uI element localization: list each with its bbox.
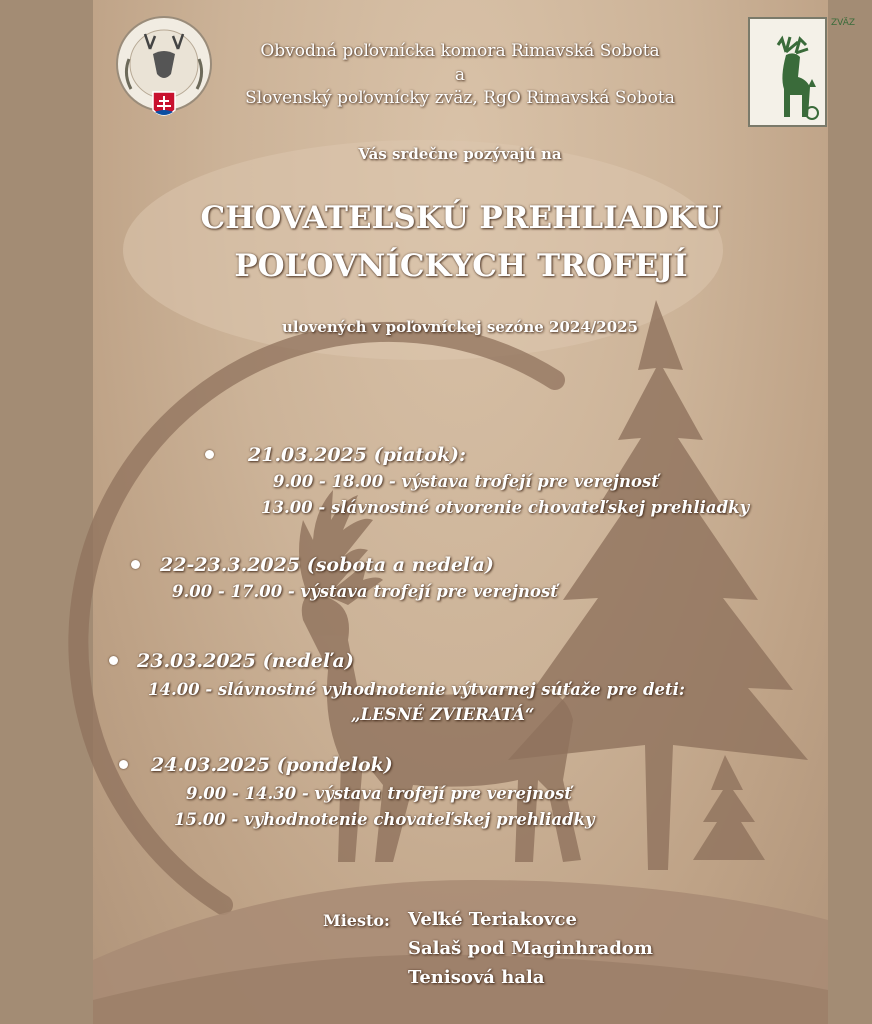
deer-silhouette	[299, 490, 581, 862]
org-line-2: Slovenský poľovnícky zväz, RgO Rimavská Sobota	[245, 88, 675, 108]
place-line-1: Veľké Teriakovce	[408, 909, 577, 930]
place-line-3: Tenisová hala	[408, 967, 545, 988]
schedule-item-4-2: 15.00 - vyhodnotenie chovateľskej prehliadky	[174, 810, 595, 829]
schedule-bullet-2	[131, 560, 140, 569]
org-and: a	[454, 65, 466, 85]
schedule-bullet-1	[205, 450, 214, 459]
place-label: Miesto:	[323, 911, 390, 930]
small-tree	[693, 755, 765, 860]
schedule-date-2: 22-23.3.2025 (sobota a nedeľa)	[160, 554, 494, 576]
schedule-item-4-1: 9.00 - 14.30 - výstava trofejí pre verejnosť	[186, 784, 572, 803]
schedule-item-1-1: 9.00 - 18.00 - výstava trofejí pre verejnosť	[273, 472, 659, 491]
hunters-association-logo	[748, 17, 827, 127]
season-subtitle: ulovených v poľovníckej sezóne 2024/2025	[281, 318, 639, 336]
schedule-item-3-2: „LESNÉ ZVIERATÁ“	[351, 705, 535, 724]
right-margin	[828, 0, 872, 1024]
schedule-date-3: 23.03.2025 (nedeľa)	[137, 650, 354, 672]
org-line-1: Obvodná poľovnícka komora Rimavská Sobota	[260, 41, 660, 61]
schedule-item-2-1: 9.00 - 17.00 - výstava trofejí pre verejnosť	[172, 582, 558, 601]
title-line-1: CHOVATEĽSKÚ PREHLIADKU	[200, 200, 722, 236]
invitation-poster	[93, 0, 856, 1024]
schedule-date-4: 24.03.2025 (pondelok)	[151, 754, 393, 776]
title-line-2: POĽOVNÍCKYCH TROFEJÍ	[234, 248, 688, 284]
left-margin	[0, 0, 93, 1024]
schedule-item-1-2: 13.00 - slávnostné otvorenie chovateľskej prehliadky	[261, 498, 750, 517]
hunting-chamber-logo	[115, 14, 213, 132]
invite-line: Vás srdečne pozývajú na	[358, 145, 562, 163]
schedule-item-3-1: 14.00 - slávnostné vyhodnotenie výtvarnej súťaže pre deti:	[148, 680, 686, 699]
schedule-bullet-3	[109, 656, 118, 665]
schedule-bullet-4	[119, 760, 128, 769]
logo-right-text: ZVÄZ	[831, 18, 856, 28]
schedule-date-1: 21.03.2025 (piatok):	[248, 444, 467, 466]
place-line-2: Salaš pod Maginhradom	[408, 938, 653, 959]
